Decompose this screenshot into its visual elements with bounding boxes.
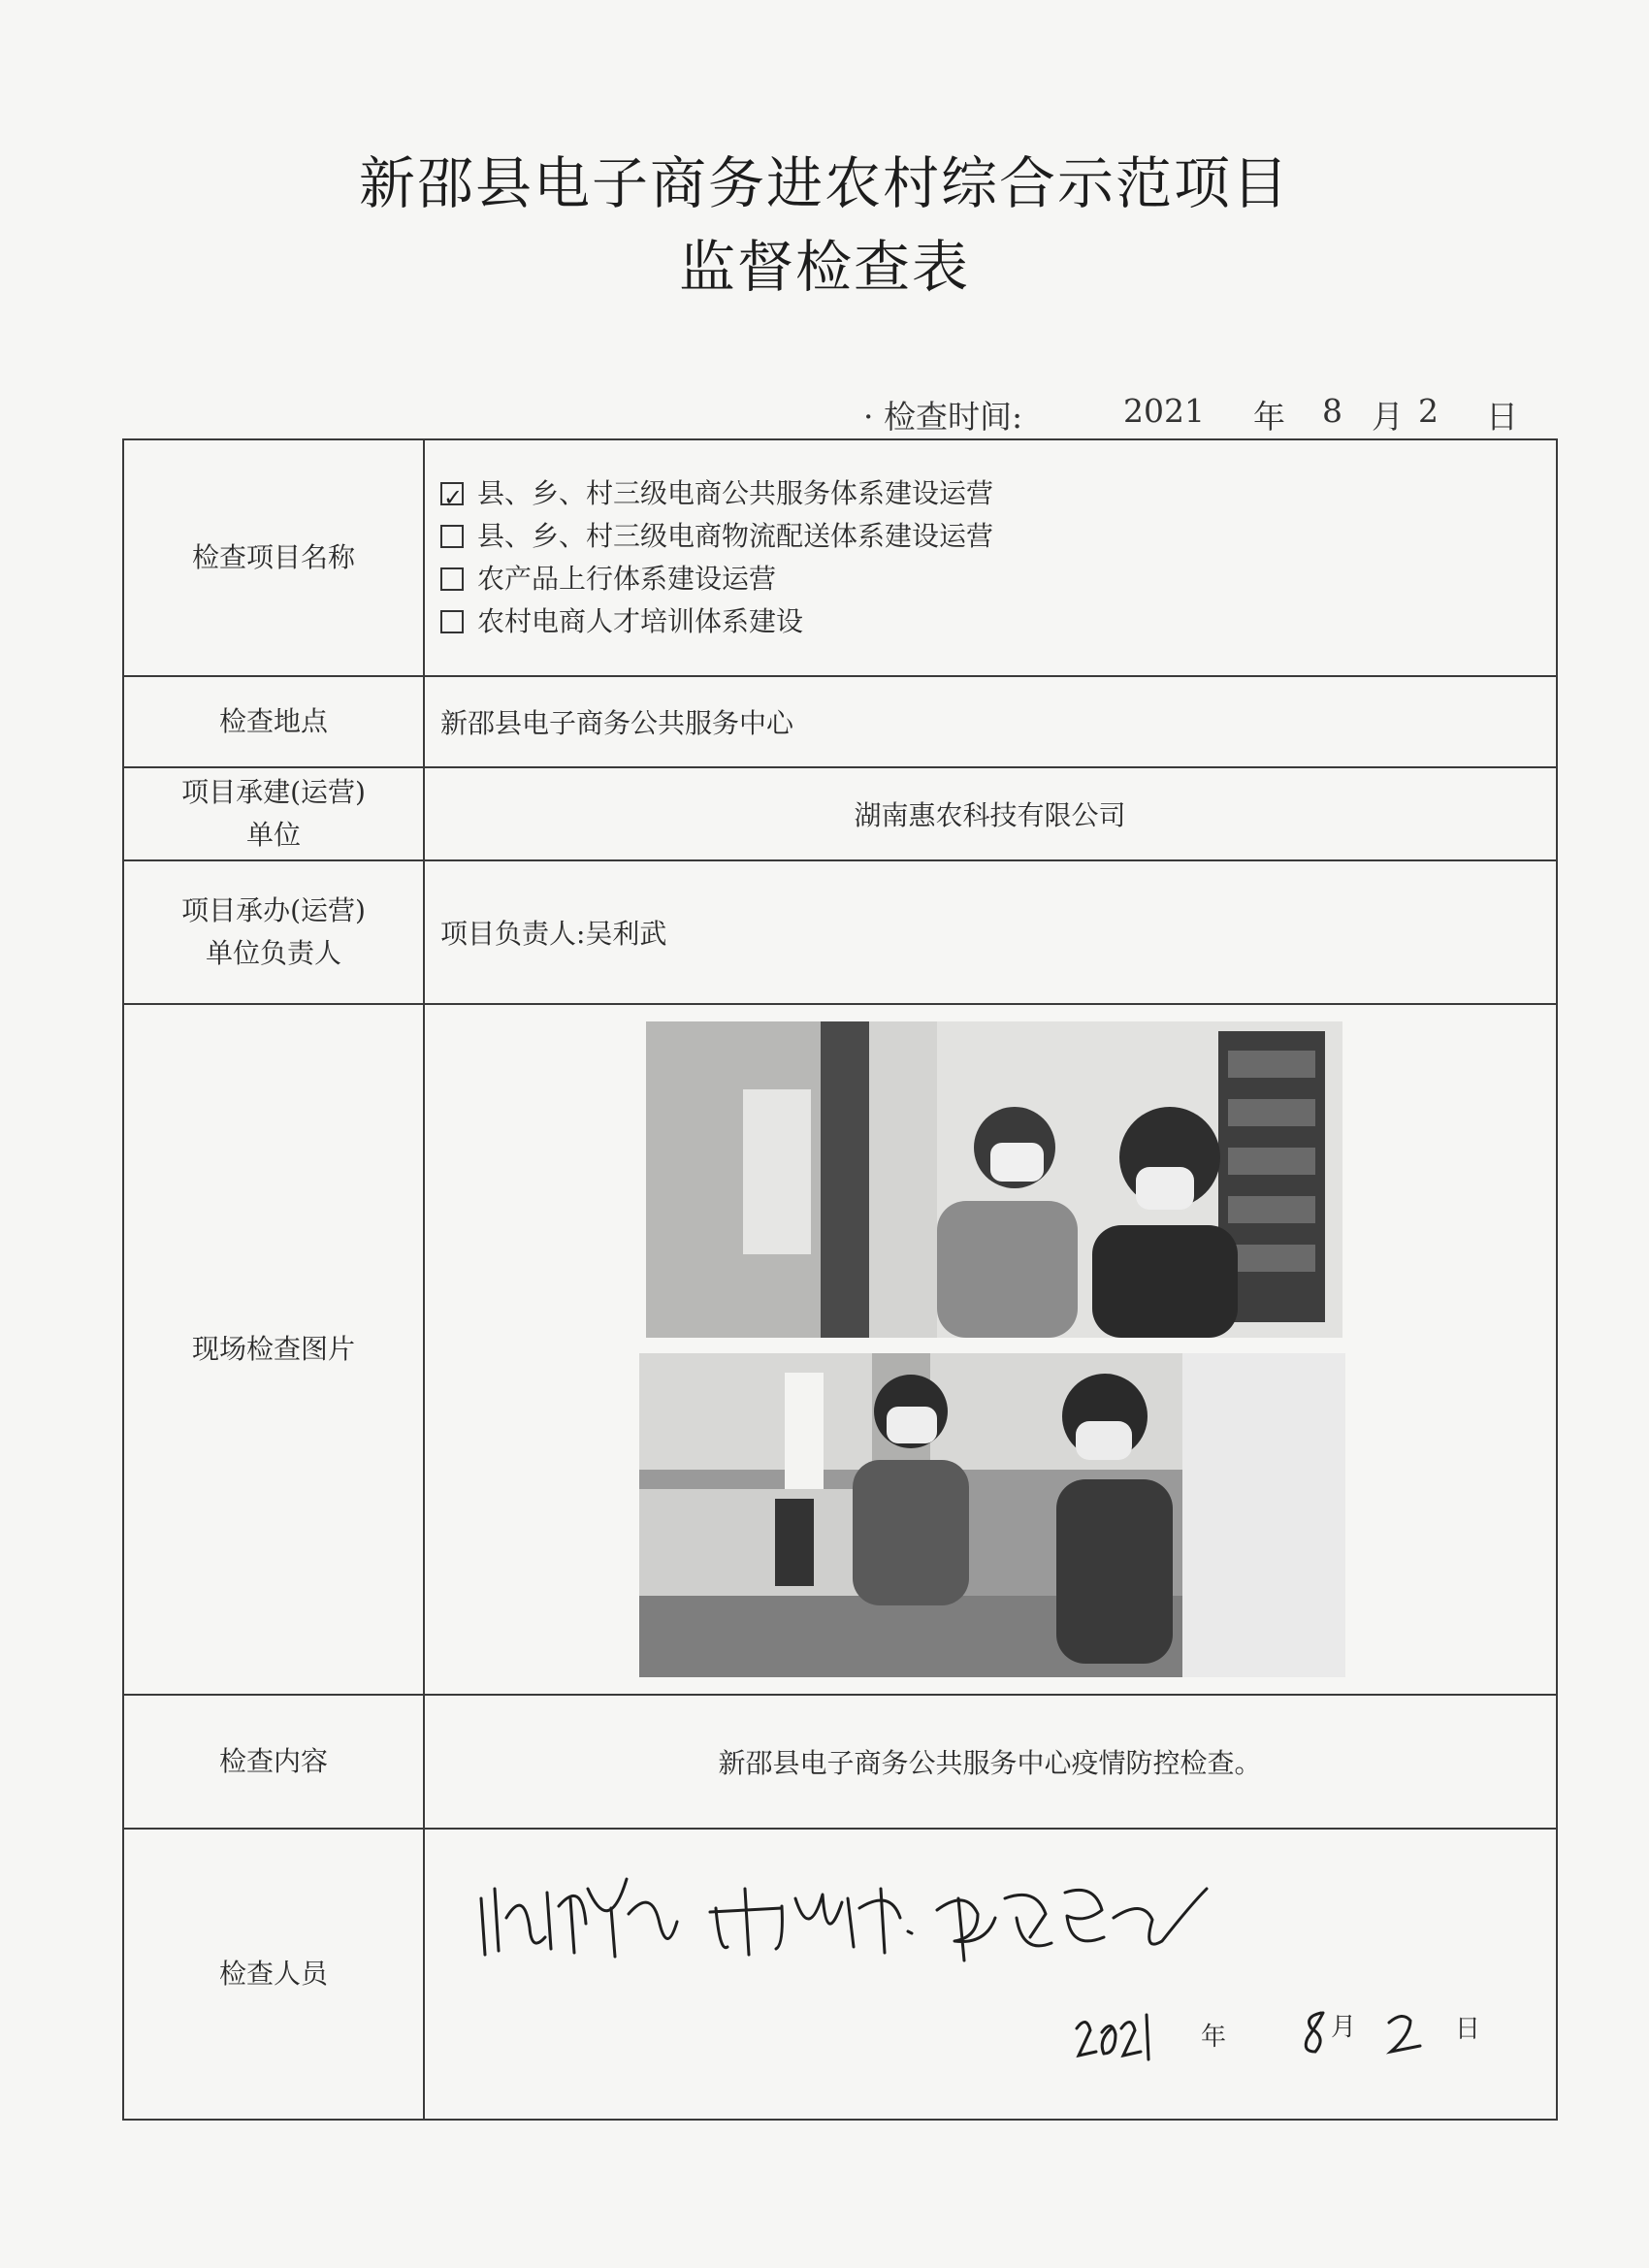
signature-date-year-handwritten: [1073, 2005, 1160, 2073]
responsible-value: 项目负责人:吴利武: [424, 860, 1557, 1004]
inspectors-label: 检查人员: [123, 1829, 424, 2120]
checkbox-checked-icon[interactable]: [440, 482, 464, 505]
inspection-photo-2: [639, 1353, 1345, 1677]
option-training[interactable]: [440, 600, 1555, 643]
photos-label: 现场检查图片: [123, 1004, 424, 1695]
responsible-label-line2: 单位负责人: [205, 937, 341, 969]
location-value: 新邵县电子商务公共服务中心: [424, 676, 1557, 767]
project-name-options: [424, 439, 1557, 676]
document-subtitle: 监督检查表: [678, 234, 970, 300]
signature-area: [425, 1831, 1556, 2118]
row-responsible: [123, 860, 1557, 1004]
option-label: 县、乡、村三级电商公共服务体系建设运营: [477, 477, 994, 509]
inspection-date-year: 2021: [1123, 392, 1205, 430]
row-contractor: [123, 767, 1557, 860]
option-logistics[interactable]: [440, 515, 1555, 558]
inspection-form-table: [122, 438, 1558, 2121]
option-public-service[interactable]: [440, 472, 1555, 515]
checkbox-empty-icon[interactable]: [440, 525, 464, 548]
contractor-label: [123, 767, 424, 860]
project-name-label: 检查项目名称: [123, 439, 424, 676]
inspection-date-day-unit: 日: [1486, 398, 1518, 436]
contractor-label-line2: 单位: [245, 819, 301, 851]
content-label: 检查内容: [123, 1695, 424, 1829]
responsible-label-line1: 项目承办(运营): [181, 894, 366, 926]
checkbox-empty-icon[interactable]: [440, 567, 464, 591]
signature-date-month-unit: 月: [1331, 2013, 1357, 2042]
inspection-photo-1: [646, 1021, 1342, 1338]
signature-date-day-unit: 日: [1455, 2015, 1481, 2044]
signature-date-year-unit: 年: [1201, 2023, 1227, 2052]
location-label: 检查地点: [123, 676, 424, 767]
row-location: [123, 676, 1557, 767]
row-photos: [123, 1004, 1557, 1695]
photos-cell: [424, 1004, 1557, 1695]
row-project-name: [123, 439, 1557, 676]
signature-date-day-handwritten: [1383, 2007, 1426, 2061]
inspection-date-month-unit: 月: [1372, 398, 1404, 436]
option-label: 农产品上行体系建设运营: [477, 563, 777, 595]
option-agri-upstream[interactable]: [440, 558, 1555, 600]
responsible-label: [123, 860, 424, 1004]
inspection-date-label: · 检查时间:: [863, 398, 1023, 436]
contractor-label-line1: 项目承建(运营): [181, 776, 366, 808]
document-title: 新邵县电子商务进农村综合示范项目: [358, 150, 1290, 216]
inspectors-cell: [424, 1829, 1557, 2120]
inspection-date-day: 2: [1418, 392, 1439, 430]
inspection-date-year-unit: 年: [1253, 398, 1285, 436]
row-content: [123, 1695, 1557, 1829]
contractor-value: 湖南惠农科技有限公司: [424, 767, 1557, 860]
content-value: 新邵县电子商务公共服务中心疫情防控检查。: [424, 1695, 1557, 1829]
checkbox-empty-icon[interactable]: [440, 610, 464, 633]
inspector-signature: [473, 1860, 1211, 1966]
option-label: 县、乡、村三级电商物流配送体系建设运营: [477, 520, 994, 552]
row-inspectors: [123, 1829, 1557, 2120]
option-label: 农村电商人才培训体系建设: [477, 605, 804, 637]
inspection-date-month: 8: [1322, 392, 1342, 430]
